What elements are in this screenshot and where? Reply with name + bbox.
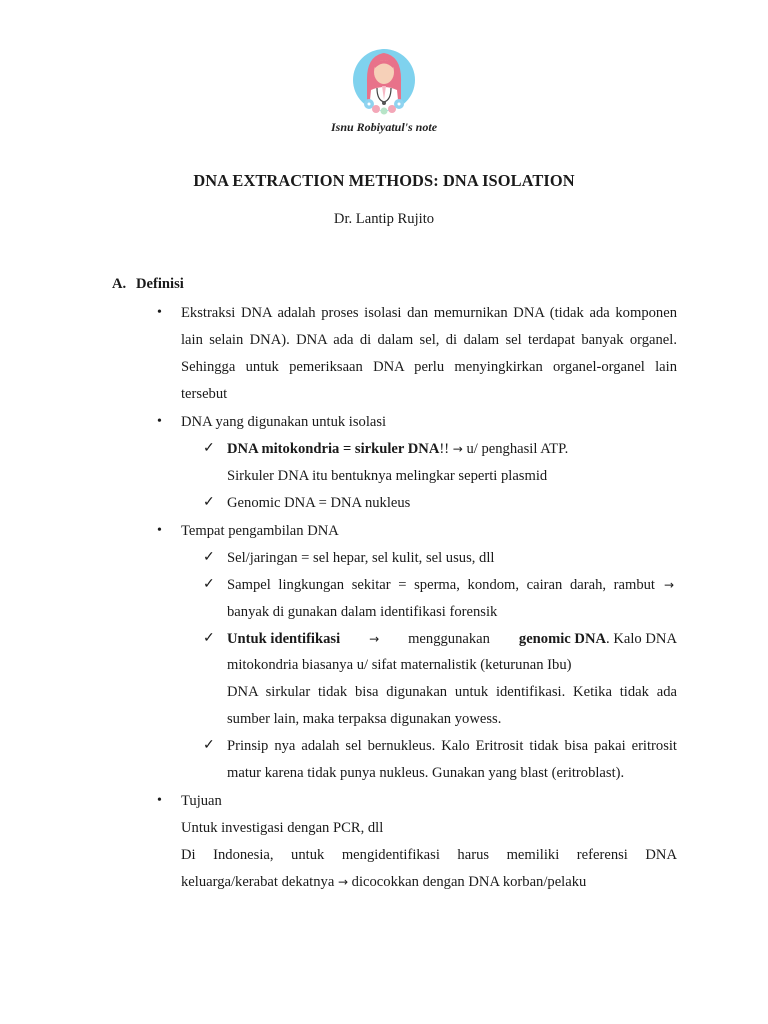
- arrow-right-icon: →: [337, 875, 349, 889]
- bullet-icon: •: [157, 523, 162, 538]
- checkmark-icon: ✓: [203, 738, 215, 753]
- list-item-text: mitokondria biasanya u/ sifat maternalistik (keturunan Ibu): [227, 657, 572, 673]
- bullet-icon: •: [157, 305, 162, 320]
- inline-text: menggunakan: [408, 631, 490, 647]
- paragraph-line: Untuk investigasi dengan PCR, dll: [181, 820, 384, 836]
- arrow-right-icon: →: [452, 442, 463, 456]
- paragraph-line: lain selain DNA). DNA ada di dalam sel, di dalam sel terdapat banyak organel.: [181, 332, 677, 348]
- checkmark-icon: ✓: [203, 441, 215, 456]
- paragraph-line: Ekstraksi DNA adalah proses isolasi dan memurnikan DNA (tidak ada komponen: [181, 305, 677, 321]
- nurse-avatar-icon: [349, 42, 419, 118]
- list-item-text: Tujuan: [181, 793, 222, 809]
- list-item-text: Sirkuler DNA itu bentuknya melingkar seperti plasmid: [227, 468, 548, 484]
- section-heading-a: [112, 276, 184, 293]
- paragraph-line: Sehingga untuk pemeriksaan DNA perlu menyingkirkan organel-organel lain: [181, 359, 677, 375]
- inline-text: u/ penghasil ATP.: [462, 441, 569, 457]
- bold-text: Untuk identifikasi: [227, 631, 341, 647]
- list-item-text: DNA yang digunakan untuk isolasi: [181, 414, 387, 430]
- logo-caption: Isnu Robiyatul's note: [330, 120, 438, 134]
- paragraph-line: Di Indonesia, untuk mengidentifikasi harus memiliki referensi DNA: [181, 847, 677, 863]
- paragraph-line: [181, 872, 586, 892]
- bold-text: DNA mitokondria = sirkuler DNA: [227, 441, 440, 457]
- arrow-right-icon: →: [369, 632, 380, 646]
- inline-text: . Kalo DNA: [606, 631, 677, 647]
- bullet-icon: •: [157, 414, 162, 429]
- logo: [0, 42, 768, 135]
- list-item-text: Sampel lingkungan sekitar = sperma, kondom, cairan darah, rambut: [227, 577, 655, 593]
- inline-text: dicocokkan dengan DNA korban/pelaku: [348, 874, 587, 890]
- checkmark-icon: ✓: [203, 577, 215, 592]
- list-item-text: banyak di gunakan dalam identifikasi forensik: [227, 604, 498, 620]
- document-title: DNA EXTRACTION METHODS: DNA ISOLATION: [193, 171, 575, 190]
- inline-text: !!: [439, 441, 453, 457]
- list-item-text: Tempat pengambilan DNA: [181, 523, 339, 539]
- checkmark-icon: ✓: [203, 631, 215, 646]
- paragraph-line: tersebut: [181, 386, 228, 402]
- section-letter: A.: [112, 276, 127, 292]
- list-item: [227, 439, 568, 459]
- bold-text: genomic DNA: [518, 631, 607, 647]
- bullet-icon: •: [157, 793, 162, 808]
- inline-text: keluarga/kerabat dekatnya: [181, 874, 338, 890]
- checkmark-icon: ✓: [203, 550, 215, 565]
- arrow-right-icon: →: [664, 578, 675, 592]
- list-item: [227, 629, 677, 649]
- list-item-text: Prinsip nya adalah sel bernukleus. Kalo Eritrosit tidak bisa pakai eritrosit: [227, 738, 677, 754]
- checkmark-icon: ✓: [203, 495, 215, 510]
- section-label: Definisi: [136, 276, 184, 292]
- list-item-text: Genomic DNA = DNA nukleus: [227, 495, 411, 511]
- list-item-text: matur karena tidak punya nukleus. Gunakan yang blast (eritroblast).: [227, 765, 625, 781]
- list-item-text: DNA sirkular tidak bisa digunakan untuk identifikasi. Ketika tidak ada: [227, 684, 677, 700]
- document-author: Dr. Lantip Rujito: [333, 211, 435, 227]
- list-item-text: Sel/jaringan = sel hepar, sel kulit, sel usus, dll: [227, 550, 495, 566]
- list-item-text: sumber lain, maka terpaksa digunakan yowess.: [227, 711, 502, 727]
